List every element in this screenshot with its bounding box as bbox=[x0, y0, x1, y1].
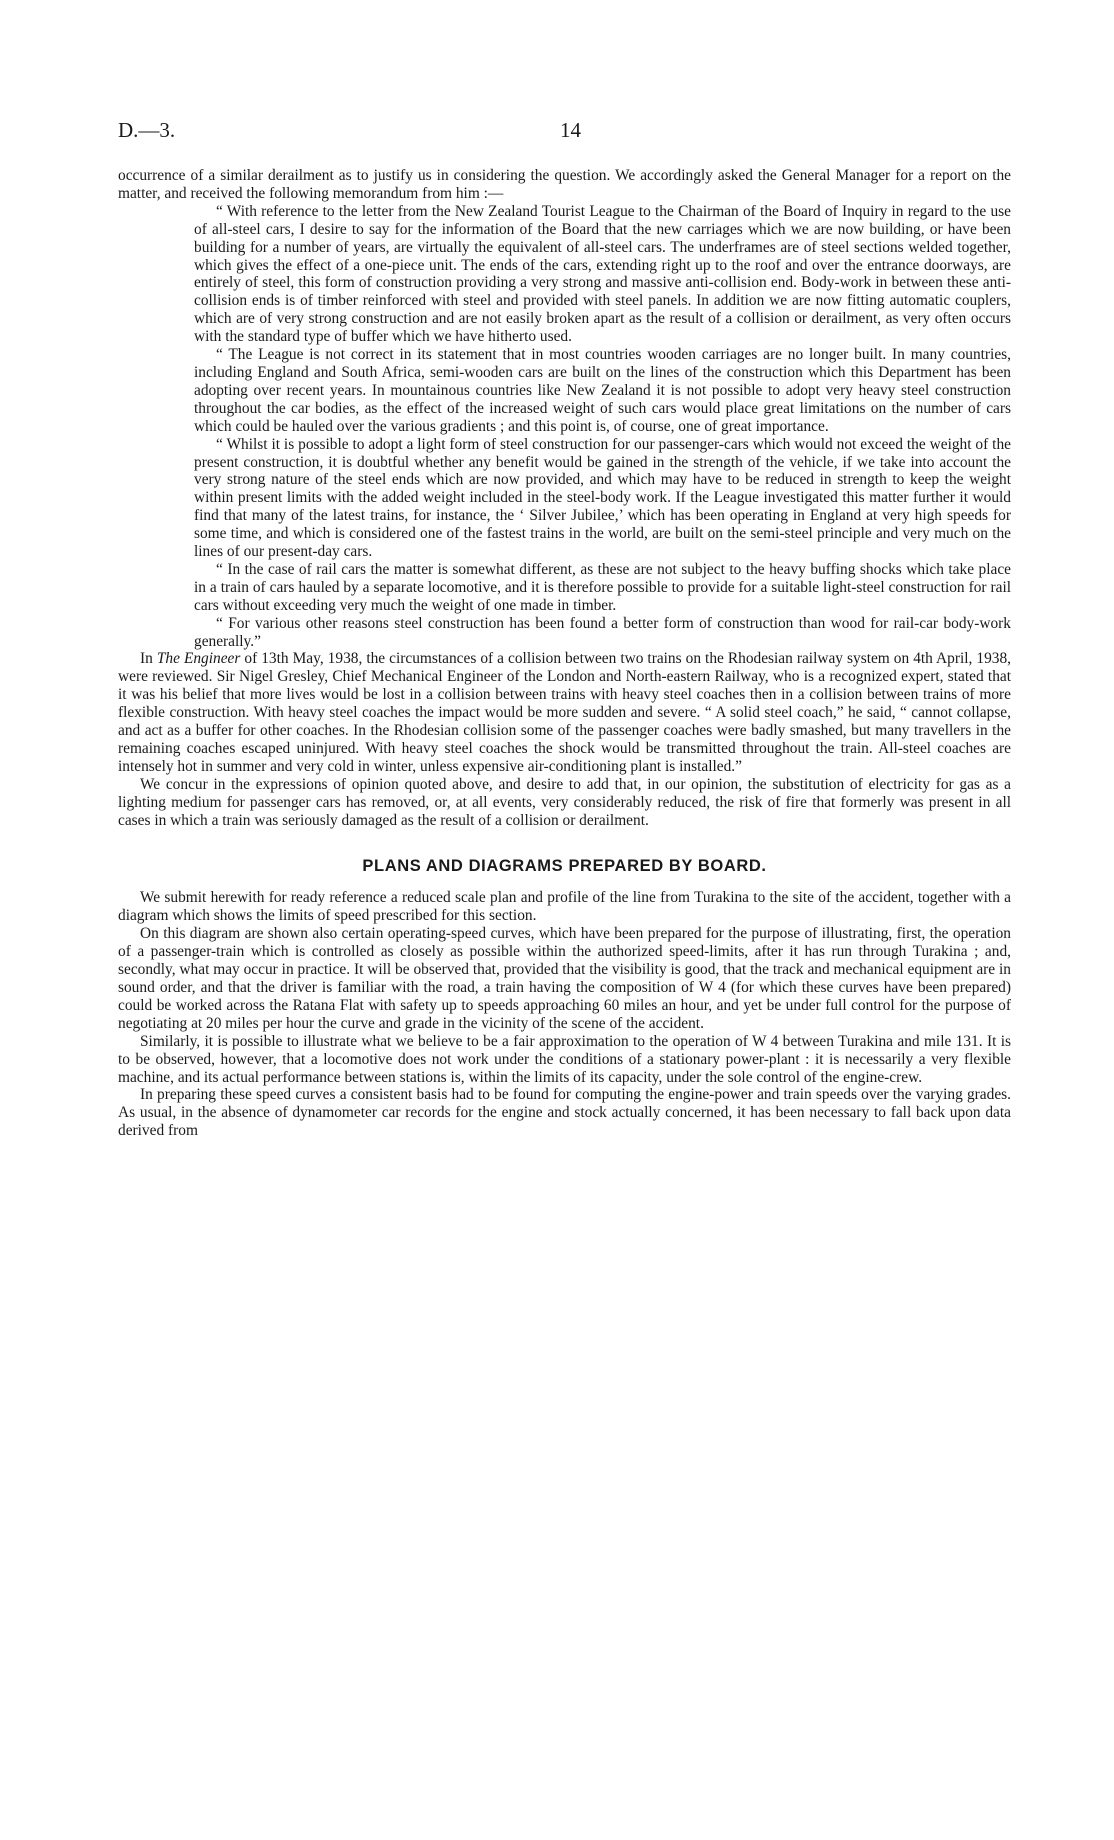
page-reference: D.—3. bbox=[118, 118, 176, 142]
paragraph: In preparing these speed curves a consistent basis had to be found for computing the engine-power and train speeds over the varying grades. As usual, in the absence of dynamometer car records for the engine and stock actually concerned, it has been necessary to fall back upon data derived from bbox=[118, 1086, 1011, 1140]
quoted-paragraph: “ The League is not correct in its statement that in most countries wooden carriages are no longer built. In many countries, including England and South Africa, semi-wooden cars are built on the lines of the construction which this Department has been adopting over recent years. In mountainous countries like New Zealand it is not possible to adopt very heavy steel construction throughout the car bodies, as the effect of the increased weight of such cars would place great limitations on the number of cars which could be hauled over the various gradients ; and this point is, of course, one of great importance. bbox=[194, 346, 1011, 435]
section-heading: PLANS AND DIAGRAMS PREPARED BY BOARD. bbox=[362, 856, 767, 875]
quoted-paragraph: “ In the case of rail cars the matter is somewhat different, as these are not subject to the heavy buffing shocks which take place in a train of cars hauled by a separate locomotive, and it is therefore possible to provide for a suitable light-steel construction for rail cars without exceeding very much the weight of one made in timber. bbox=[194, 560, 1011, 614]
paragraph: occurrence of a similar derailment as to justify us in considering the question. We accordingly asked the General Manager for a report on the matter, and received the following memorandum from him :— bbox=[118, 167, 1011, 202]
paragraph-text: of 13th May, 1938, the circumstances of a collision between two trains on the Rhodesian railway system on 4th April, 1938, were reviewed. Sir Nigel Gresley, Chief Mechanical Engineer of the London and North-eastern Railway, who is a recognized expert, stated that it was his belief that more lives would be lost in a collision between trains with heavy steel coaches then in a collision between trains of more flexible construction. With heavy steel coaches the impact would be more sudden and severe. “ A solid steel coach,” he said, “ cannot collapse, and act as a buffer for other coaches. In the Rhodesian collision some of the passenger coaches were badly smashed, but many travellers in the remaining coaches escaped uninjured. With heavy steel coaches the shock would be transmitted throughout the train. All-steel coaches are intensely hot in summer and very cold in winter, unless expensive air-conditioning plant is installed.” bbox=[118, 650, 1012, 775]
paragraph: Similarly, it is possible to illustrate what we believe to be a fair approximation to the operation of W 4 between Turakina and mile 131. It is to be observed, however, that a locomotive does not work under the conditions of a stationary power-plant : it is necessarily a very flexible machine, and its actual performance between stations is, within the limits of its capacity, under the sole control of the engine-crew. bbox=[118, 1032, 1011, 1086]
quoted-paragraph: “ With reference to the letter from the New Zealand Tourist League to the Chairman of the Board of Inquiry in regard to the use of all-steel cars, I desire to say for the information of the Board that the new carriages which we are now building, or have been building for a number of years, are virtually the equivalent of all-steel cars. The underframes are of steel sections welded together, which gives the effect of a one-piece unit. The ends of the cars, extending right up to the roof and over the entrance doorways, are entirely of steel, this form of construction providing a very strong and massive anti-collision end. Body-work in between these anti-collision ends is of timber reinforced with steel and provided with steel panels. In addition we are now fitting automatic couplers, which are of very strong construction and are not easily broken apart as the result of a collision or derailment, as very often occurs with the standard type of buffer which we have hitherto used. bbox=[194, 202, 1011, 346]
page-number: 14 bbox=[560, 118, 581, 142]
paragraph: On this diagram are shown also certain operating-speed curves, which have been prepared for the purpose of illustrating, first, the operation of a passenger-train which is controlled as closely as possible within the authorized speed-limits, after it has run through Turakina ; and, secondly, what may occur in practice. It will be observed that, provided that the visibility is good, that the track and mechanical equipment are in sound order, and that the driver is familiar with the road, a train having the composition of W 4 (for which these curves have been prepared) could be worked across the Ratana Flat with safety up to speeds approaching 60 miles an hour, and yet be under full control for the purpose of negotiating at 20 miles per hour the curve and grade in the vicinity of the scene of the accident. bbox=[118, 925, 1011, 1032]
paragraph bbox=[118, 650, 1011, 775]
paragraph: We concur in the expressions of opinion quoted above, and desire to add that, in our opinion, the substitution of electricity for gas as a lighting medium for passenger cars has removed, or, at all events, very considerably reduced, the risk of fire that formerly was present in all cases in which a train was seriously damaged as the result of a collision or derailment. bbox=[118, 775, 1011, 829]
page-header bbox=[118, 118, 1018, 148]
document-body bbox=[118, 167, 1011, 1140]
quoted-paragraph: “ Whilst it is possible to adopt a light form of steel construction for our passenger-cars which would not exceed the weight of the present construction, it is doubtful whether any benefit would be gained in the strength of the vehicle, if we take into account the very strong nature of the steel ends which are now provided, and which may have to be reduced in strength to keep the weight within present limits with the added weight included in the steel-body work. If the League investigated this matter further it would find that many of the latest trains, for instance, the ‘ Silver Jubilee,’ which has been operating in England at very high speeds for some time, and which is considered one of the fastest trains in the world, are built on the semi-steel principle and very much on the lines of our present-day cars. bbox=[194, 435, 1011, 561]
paragraph: We submit herewith for ready reference a reduced scale plan and profile of the line from Turakina to the site of the accident, together with a diagram which shows the limits of speed prescribed for this section. bbox=[118, 889, 1011, 925]
quoted-paragraph: “ For various other reasons steel construction has been found a better form of construction than wood for rail-car body-work generally.” bbox=[194, 614, 1011, 650]
paragraph-text: In bbox=[140, 650, 157, 668]
publication-title: The Engineer bbox=[156, 650, 241, 668]
